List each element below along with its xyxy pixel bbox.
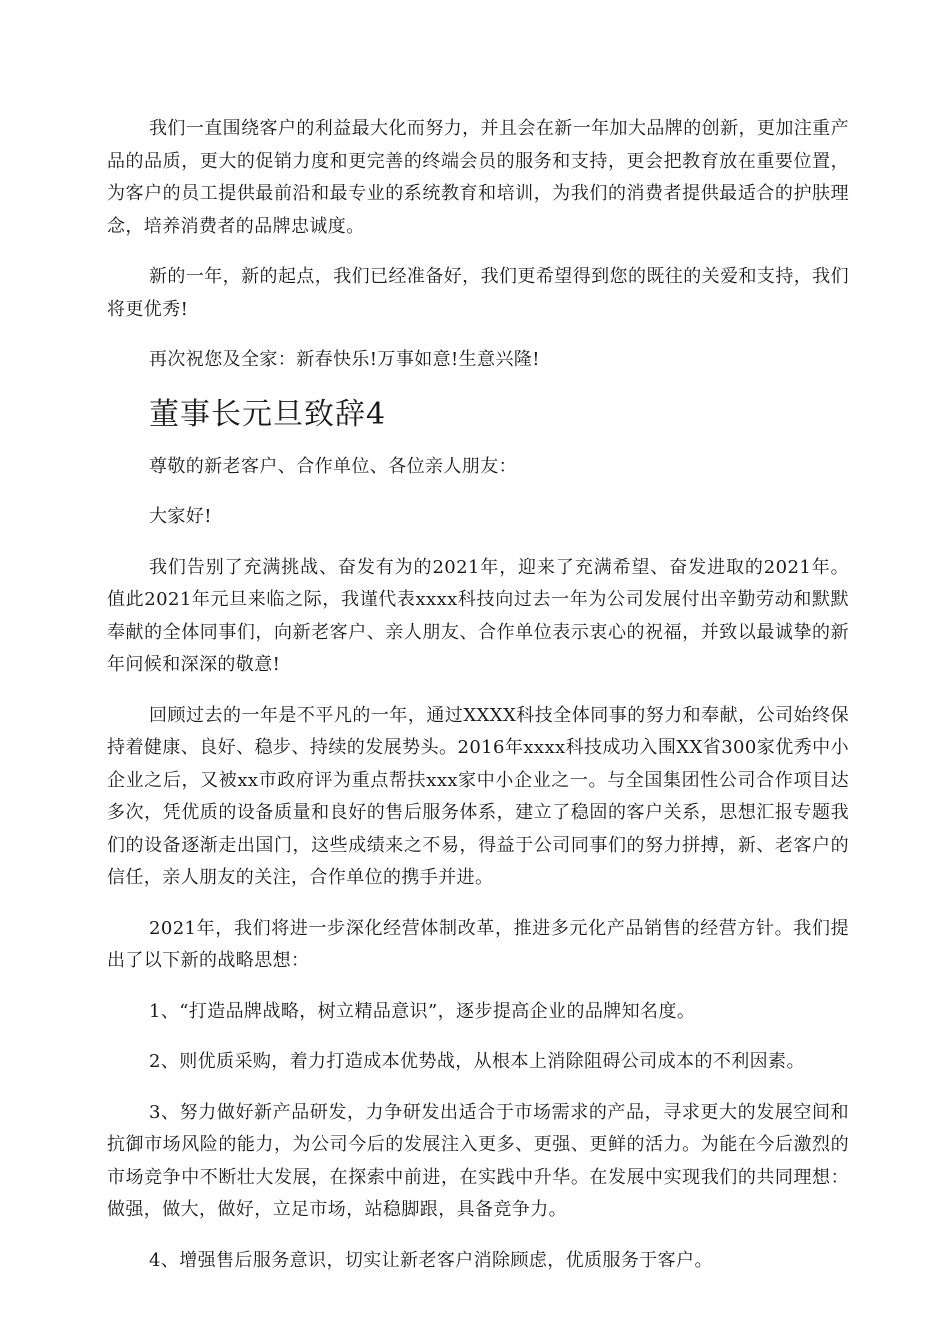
paragraph-farewell-year: 我们告别了充满挑战、奋发有为的2021年，迎来了充满希望、奋发进取的2021年。值此2021年元旦来临之际，我谨代表xxxx科技向过去一年为公司发展付出辛勤劳动和默默奉献的全体同事们，向新老客户、亲人朋友、合作单位表示衷心的祝福，并致以最诚挚的新年问候和深深的敬意!	[107, 556, 849, 675]
paragraph-brand-innovation: 我们一直围绕客户的利益最大化而努力，并且会在新一年加大品牌的创新，更加注重产品的品质，更大的促销力度和更完善的终端会员的服务和支持，更会把教育放在重要位置，为客户的员工提供最前沿和最专业的系统教育和培训，为我们的消费者提供最适合的护肤理念，培养消费者的品牌忠诚度。	[107, 118, 849, 237]
section-title: 董事长元旦致辞4	[149, 396, 387, 432]
paragraph-new-year-start: 新的一年，新的起点，我们已经准备好，我们更希望得到您的既往的关爱和支持，我们将更优秀!	[107, 266, 849, 320]
list-item-strategy-3: 3、努力做好新产品研发，力争研发出适合于市场需求的产品，寻求更大的发展空间和抗御市场风险的能力，为公司今后的发展注入更多、更强、更鲜的活力。为能在今后激烈的市场竞争中不断壮大发展，在探索中前进，在实践中升华。在发展中实现我们的共同理想：做强，做大，做好，立足市场，站稳脚跟，具备竞争力。	[107, 1101, 849, 1220]
list-item-strategy-4: 4、增强售后服务意识，切实让新老客户消除顾虑，优质服务于客户。	[149, 1249, 713, 1271]
list-item-strategy-1: 1、“打造品牌战略，树立精品意识”，逐步提高企业的品牌知名度。	[149, 1000, 696, 1022]
paragraph-review: 回顾过去的一年是不平凡的一年，通过XXXX科技全体同事的努力和奉献，公司始终保持着健康、良好、稳步、持续的发展势头。2016年xxxx科技成功入围XX省300家优秀中小企业之后，又被xx市政府评为重点帮扶xxx家中小企业之一。与全国集团性公司合作项目达多次，凭优质的设备质量和良好的售后服务体系，建立了稳固的客户关系，思想汇报专题我们的设备逐渐走出国门，这些成绩来之不易，得益于公司同事们的努力拼搏，新、老客户的信任，亲人朋友的关注，合作单位的携手并进。	[107, 704, 849, 888]
document-page	[107, 113, 849, 1295]
paragraph-greeting: 大家好!	[149, 506, 212, 527]
paragraph-closing-wishes: 再次祝您及全家：新春快乐!万事如意!生意兴隆!	[149, 349, 540, 370]
paragraph-strategy-intro: 2021年，我们将进一步深化经营体制改革，推进多元化产品销售的经营方针。我们提出了以下新的战略思想：	[107, 917, 849, 971]
list-item-strategy-2: 2、则优质采购，着力打造成本优势战，从根本上消除阻碍公司成本的不利因素。	[149, 1051, 805, 1072]
paragraph-salutation: 尊敬的新老客户、合作单位、各位亲人朋友：	[149, 455, 517, 477]
